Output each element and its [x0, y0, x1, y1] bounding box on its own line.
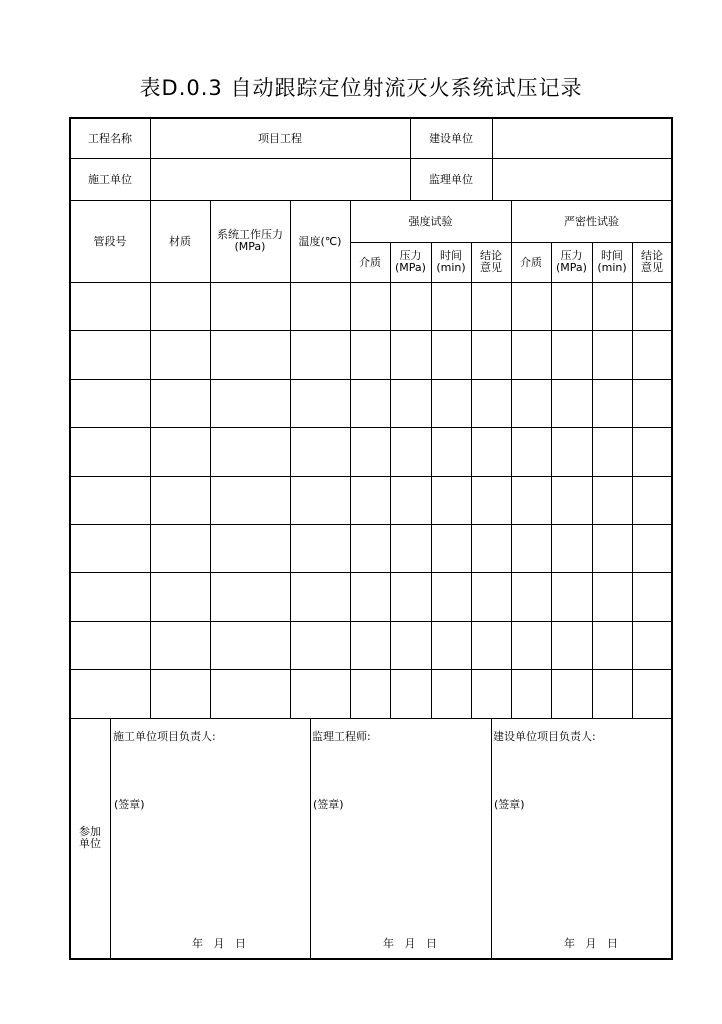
table-cell[interactable] — [431, 670, 470, 718]
table-cell[interactable] — [70, 283, 149, 330]
col-tightness-medium: 介质 — [520, 255, 542, 269]
grid-line-v — [110, 718, 111, 958]
col-tightness-conclusion-line2: 意见 — [641, 261, 663, 274]
supervision-unit-label: 监理单位 — [429, 172, 473, 186]
table-cell[interactable] — [592, 331, 631, 379]
table-cell[interactable] — [632, 622, 671, 669]
build-seal[interactable]: (签章) — [494, 798, 525, 811]
col-strength-conclusion-line2: 意见 — [480, 261, 502, 274]
table-cell[interactable] — [150, 525, 209, 572]
table-cell[interactable] — [150, 331, 209, 379]
table-cell[interactable] — [150, 477, 209, 524]
table-cell[interactable] — [150, 622, 209, 669]
table-cell[interactable] — [390, 573, 430, 621]
col-strength-time-line2: (min) — [436, 261, 466, 274]
table-cell[interactable] — [632, 573, 671, 621]
table-cell[interactable] — [290, 477, 349, 524]
table-cell[interactable] — [632, 477, 671, 524]
table-cell[interactable] — [390, 670, 430, 718]
table-cell[interactable] — [290, 670, 349, 718]
col-segment-no: 管段号 — [93, 234, 127, 248]
table-cell[interactable] — [350, 428, 389, 476]
table-cell[interactable] — [592, 573, 631, 621]
col-strength-time-line1: 时间 — [439, 249, 462, 262]
table-cell[interactable] — [290, 525, 349, 572]
table-cell[interactable] — [350, 573, 389, 621]
table-cell[interactable] — [632, 670, 671, 718]
table-cell[interactable] — [150, 283, 209, 330]
supervisor-date[interactable]: 年 月 日 — [383, 937, 437, 950]
table-cell[interactable] — [390, 331, 430, 379]
table-cell[interactable] — [290, 331, 349, 379]
col-strength-medium: 介质 — [359, 255, 381, 269]
table-cell[interactable] — [632, 283, 671, 330]
table-cell[interactable] — [471, 331, 510, 379]
participating-units-line2: 单位 — [79, 837, 101, 850]
build-manager-label: 建设单位项目负责人: — [493, 730, 596, 743]
table-cell[interactable] — [290, 428, 349, 476]
table-cell[interactable] — [632, 428, 671, 476]
table-cell[interactable] — [551, 573, 591, 621]
table-cell[interactable] — [511, 477, 550, 524]
col-temperature: 温度(℃) — [298, 234, 342, 248]
table-cell[interactable] — [390, 477, 430, 524]
build-unit-label: 建设单位 — [429, 131, 473, 145]
supervisor-seal[interactable]: (签章) — [313, 798, 344, 811]
table-cell[interactable] — [431, 477, 470, 524]
grid-line-h — [69, 958, 673, 960]
table-cell[interactable] — [210, 525, 289, 572]
col-strength-conclusion — [471, 242, 511, 282]
grid-line-h — [69, 718, 672, 719]
table-cell[interactable] — [70, 573, 149, 621]
col-strength-test: 强度试验 — [408, 214, 453, 228]
table-cell[interactable] — [592, 477, 631, 524]
table-cell[interactable] — [390, 380, 430, 427]
table-cell[interactable] — [592, 283, 631, 330]
table-cell[interactable] — [350, 380, 389, 427]
table-cell[interactable] — [350, 622, 389, 669]
col-material: 材质 — [169, 234, 191, 248]
table-cell[interactable] — [471, 573, 510, 621]
table-cell[interactable] — [350, 477, 389, 524]
col-strength-pressure-line1: 压力 — [399, 249, 422, 262]
table-cell[interactable] — [350, 525, 389, 572]
table-cell[interactable] — [350, 331, 389, 379]
table-cell[interactable] — [150, 428, 209, 476]
table-cell[interactable] — [290, 283, 349, 330]
table-cell[interactable] — [150, 573, 209, 621]
table-cell[interactable] — [471, 283, 510, 330]
col-tightness-time — [592, 242, 632, 282]
table-cell[interactable] — [511, 380, 550, 427]
project-name-label: 工程名称 — [88, 131, 132, 145]
col-strength-pressure-line2: (MPa) — [395, 261, 426, 274]
project-name-value[interactable]: 项目工程 — [258, 131, 302, 145]
build-unit-value[interactable] — [492, 118, 672, 158]
table-cell[interactable] — [511, 525, 550, 572]
table-cell[interactable] — [431, 428, 470, 476]
table-cell[interactable] — [210, 331, 289, 379]
table-cell[interactable] — [471, 428, 510, 476]
construction-manager-label: 施工单位项目负责人: — [113, 730, 216, 743]
table-cell[interactable] — [471, 380, 510, 427]
col-strength-time — [431, 242, 471, 282]
col-strength-pressure — [390, 242, 431, 282]
table-cell[interactable] — [150, 670, 209, 718]
table-cell[interactable] — [70, 331, 149, 379]
table-cell[interactable] — [592, 380, 631, 427]
col-tightness-conclusion — [632, 242, 672, 282]
col-tightness-pressure — [551, 242, 592, 282]
table-cell[interactable] — [551, 477, 591, 524]
table-cell[interactable] — [551, 380, 591, 427]
table-cell[interactable] — [390, 283, 430, 330]
table-cell[interactable] — [511, 670, 550, 718]
table-cell[interactable] — [210, 428, 289, 476]
table-cell[interactable] — [551, 622, 591, 669]
grid-line-v — [310, 718, 311, 958]
supervision-unit-value[interactable] — [492, 158, 672, 200]
table-cell[interactable] — [290, 573, 349, 621]
table-cell[interactable] — [210, 670, 289, 718]
col-tightness-conclusion-line1: 结论 — [641, 249, 663, 262]
table-cell[interactable] — [592, 622, 631, 669]
table-cell[interactable] — [592, 670, 631, 718]
table-cell[interactable] — [390, 622, 430, 669]
table-cell[interactable] — [471, 622, 510, 669]
table-cell[interactable] — [592, 525, 631, 572]
table-cell[interactable] — [210, 477, 289, 524]
construction-unit-label: 施工单位 — [88, 172, 132, 186]
table-cell[interactable] — [431, 573, 470, 621]
table-cell[interactable] — [592, 428, 631, 476]
table-cell[interactable] — [551, 428, 591, 476]
table-cell[interactable] — [210, 380, 289, 427]
page-title: 表D.0.3 自动跟踪定位射流灭火系统试压记录 — [139, 76, 583, 100]
table-cell[interactable] — [431, 283, 470, 330]
table-cell[interactable] — [350, 670, 389, 718]
table-cell[interactable] — [632, 525, 671, 572]
grid-line-v — [491, 718, 492, 958]
col-tightness-time-line1: 时间 — [600, 249, 623, 262]
table-cell[interactable] — [70, 380, 149, 427]
table-cell[interactable] — [431, 622, 470, 669]
table-cell[interactable] — [511, 331, 550, 379]
build-date[interactable]: 年 月 日 — [564, 937, 618, 950]
table-cell[interactable] — [511, 428, 550, 476]
table-cell[interactable] — [632, 380, 671, 427]
supervisor-label: 监理工程师: — [312, 730, 371, 743]
col-tightness-pressure-line2: (MPa) — [556, 261, 587, 274]
construction-date[interactable]: 年 月 日 — [192, 937, 246, 950]
table-cell[interactable] — [471, 525, 510, 572]
table-cell[interactable] — [70, 525, 149, 572]
construction-unit-value[interactable] — [150, 158, 410, 200]
table-cell[interactable] — [210, 622, 289, 669]
participating-units-label — [70, 718, 110, 958]
table-cell[interactable] — [390, 428, 430, 476]
col-work-pressure — [210, 200, 290, 282]
table-cell[interactable] — [551, 331, 591, 379]
table-cell[interactable] — [290, 380, 349, 427]
table-cell[interactable] — [431, 331, 470, 379]
table-cell[interactable] — [390, 525, 430, 572]
table-cell[interactable] — [471, 477, 510, 524]
table-cell[interactable] — [511, 283, 550, 330]
table-cell[interactable] — [150, 380, 209, 427]
col-work-pressure-line1: 系统工作压力 — [217, 228, 283, 241]
table-cell[interactable] — [290, 622, 349, 669]
table-cell[interactable] — [70, 477, 149, 524]
col-tightness-pressure-line1: 压力 — [560, 249, 583, 262]
table-cell[interactable] — [210, 283, 289, 330]
table-cell[interactable] — [210, 573, 289, 621]
table-cell[interactable] — [70, 670, 149, 718]
col-work-pressure-line2: (MPa) — [234, 240, 266, 253]
table-cell[interactable] — [350, 283, 389, 330]
table-cell[interactable] — [70, 428, 149, 476]
col-tightness-time-line2: (min) — [597, 261, 627, 274]
table-cell[interactable] — [70, 622, 149, 669]
col-strength-conclusion-line1: 结论 — [480, 249, 502, 262]
participating-units-line1: 参加 — [79, 825, 101, 838]
table-cell[interactable] — [431, 380, 470, 427]
col-tightness-test: 严密性试验 — [564, 214, 619, 228]
table-cell[interactable] — [471, 670, 510, 718]
table-cell[interactable] — [551, 670, 591, 718]
table-cell[interactable] — [511, 622, 550, 669]
table-cell[interactable] — [511, 573, 550, 621]
table-cell[interactable] — [551, 525, 591, 572]
table-cell[interactable] — [431, 525, 470, 572]
construction-seal[interactable]: (签章) — [114, 798, 145, 811]
table-cell[interactable] — [551, 283, 591, 330]
table-cell[interactable] — [632, 331, 671, 379]
